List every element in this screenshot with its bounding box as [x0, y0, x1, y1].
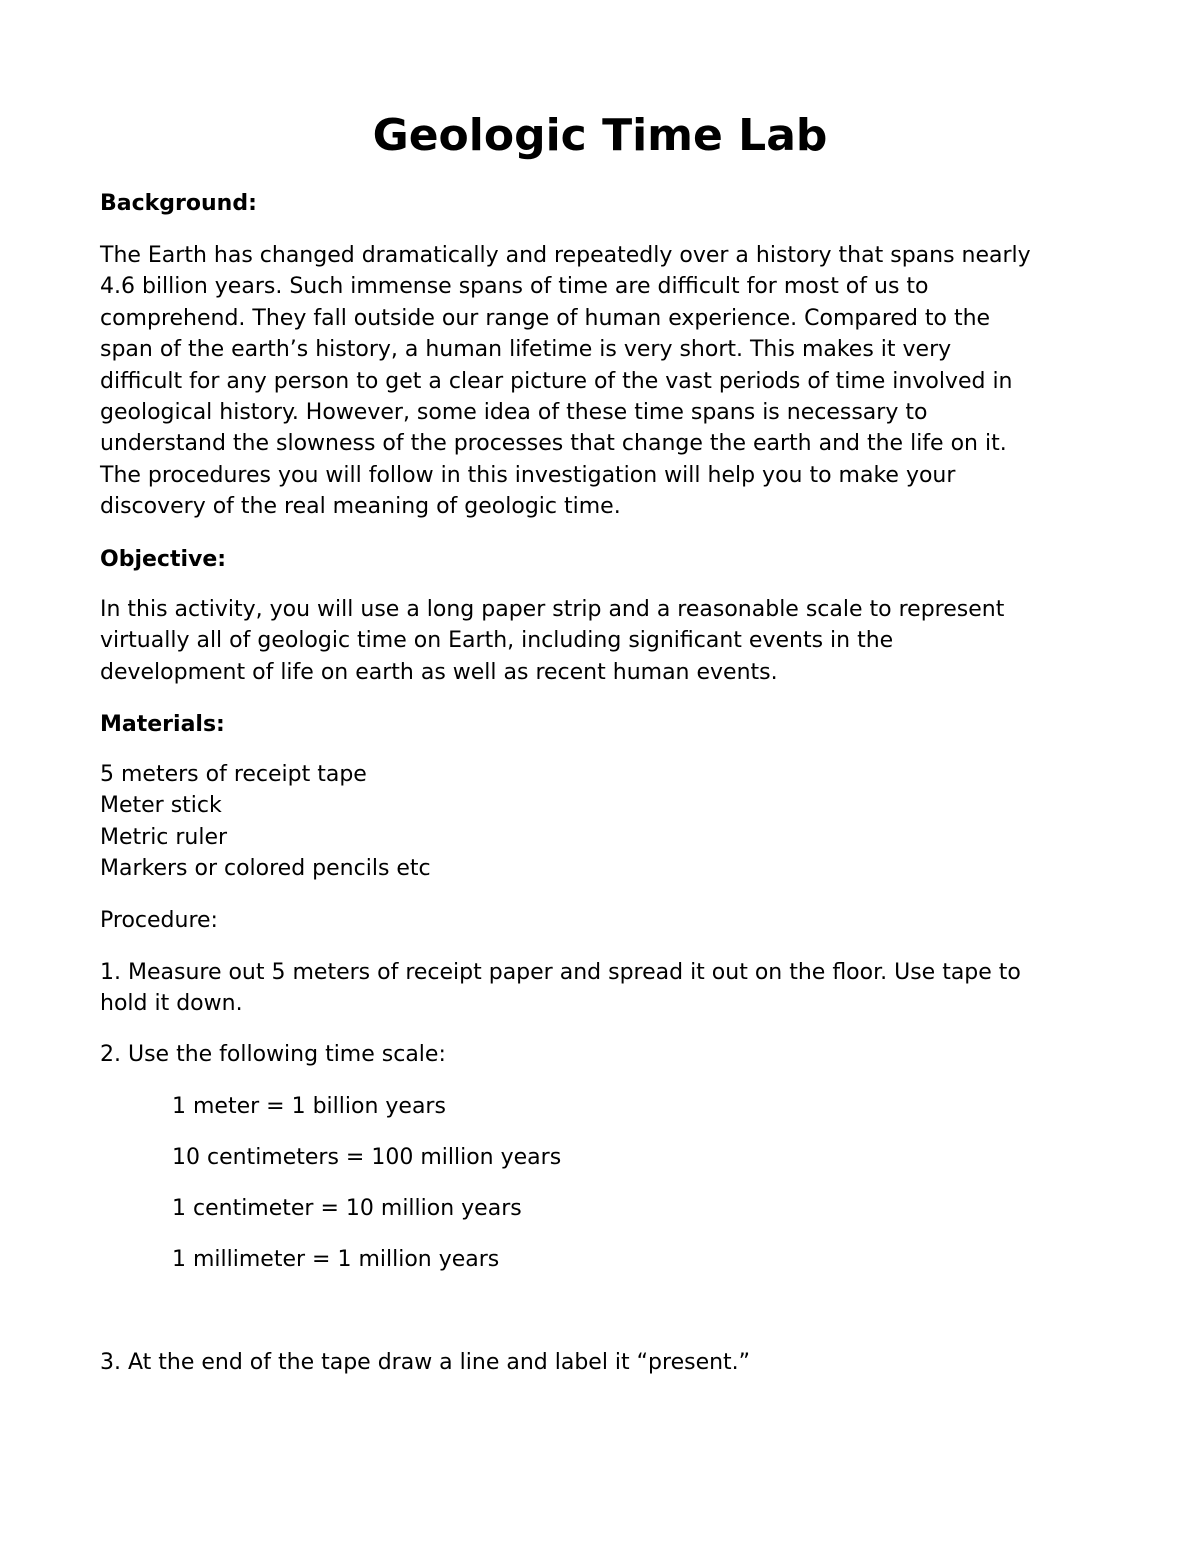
materials-item: Markers or colored pencils etc	[100, 856, 431, 882]
procedure-step-1-line: hold it down.	[100, 991, 243, 1017]
objective-line: In this activity, you will use a long paper strip and a reasonable scale to represent	[100, 597, 1005, 622]
time-scale-item: 1 millimeter = 1 million years	[172, 1247, 500, 1272]
procedure-step-2: 2. Use the following time scale:	[100, 1042, 446, 1067]
background-line: understand the slowness of the processes that change the earth and the life on it.	[100, 431, 1007, 457]
procedure-step-1-line: 1. Measure out 5 meters of receipt paper and spread it out on the floor. Use tape to	[100, 960, 1021, 985]
time-scale-item: 1 centimeter = 10 million years	[172, 1196, 522, 1221]
objective-heading: Objective:	[100, 547, 227, 572]
background-paragraph	[100, 240, 1100, 523]
background-heading: Background:	[100, 191, 257, 216]
page-title: Geologic Time Lab	[372, 110, 828, 161]
objective-paragraph	[100, 594, 1100, 688]
background-line: geological history. However, some idea of these time spans is necessary to	[100, 400, 928, 426]
materials-item: Meter stick	[100, 793, 222, 819]
procedure-step-3: 3. At the end of the tape draw a line and label it “present.”	[100, 1350, 751, 1375]
materials-item: 5 meters of receipt tape	[100, 762, 367, 787]
procedure-heading: Procedure:	[100, 908, 218, 933]
procedure-step-1	[100, 957, 1100, 1020]
background-line: The procedures you will follow in this investigation will help you to make your	[100, 462, 956, 488]
background-line: 4.6 billion years. Such immense spans of time are difficult for most of us to	[100, 274, 929, 300]
background-line: span of the earth’s history, a human lifetime is very short. This makes it very	[100, 337, 952, 363]
background-line: The Earth has changed dramatically and repeatedly over a history that spans nearly	[100, 243, 1031, 268]
background-line: comprehend. They fall outside our range of human experience. Compared to the	[100, 305, 991, 331]
materials-item: Metric ruler	[100, 824, 228, 850]
objective-line: virtually all of geologic time on Earth, including significant events in the	[100, 628, 894, 654]
materials-list	[100, 759, 1100, 885]
materials-heading: Materials:	[100, 712, 225, 737]
time-scale-item: 10 centimeters = 100 million years	[172, 1145, 562, 1170]
objective-line: development of life on earth as well as recent human events.	[100, 659, 778, 685]
time-scale-item: 1 meter = 1 billion years	[172, 1094, 446, 1119]
background-line: discovery of the real meaning of geologic time.	[100, 494, 621, 520]
background-line: difficult for any person to get a clear picture of the vast periods of time involved in	[100, 368, 1013, 394]
